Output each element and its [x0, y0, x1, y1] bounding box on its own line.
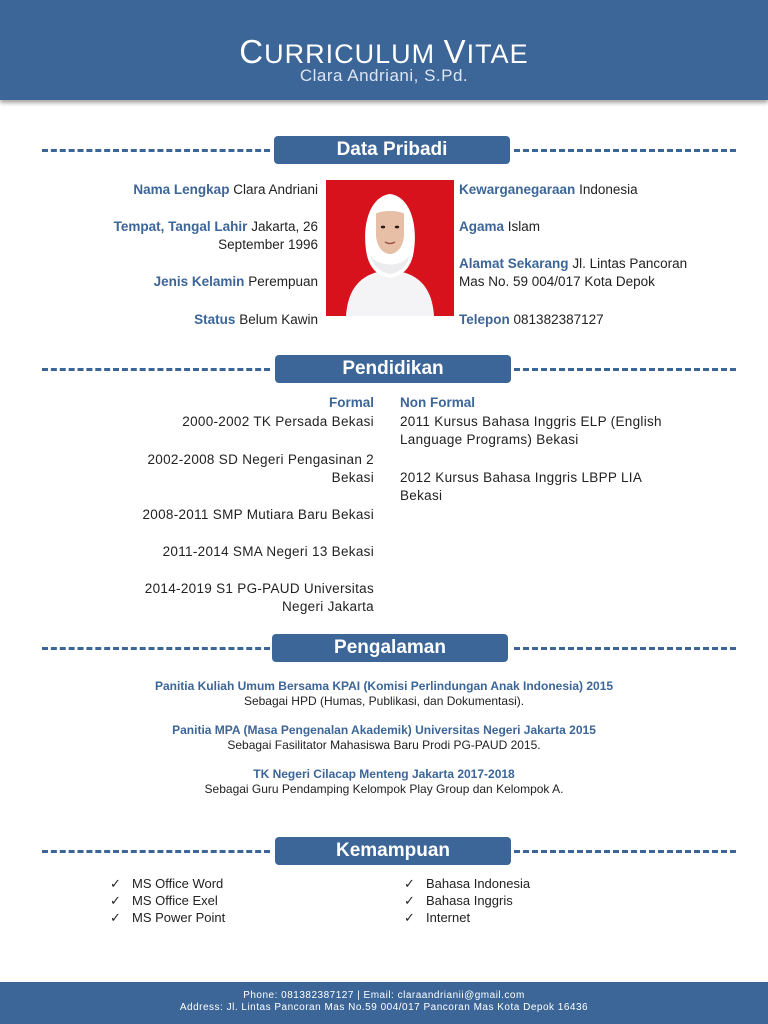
label-name: Nama Lengkap — [133, 182, 230, 197]
title-word-vitae: ITAE — [466, 39, 529, 69]
skill-item — [404, 892, 530, 909]
field-name — [40, 181, 318, 199]
value-address-2: Mas No. 59 004/017 Kota Depok — [459, 274, 655, 289]
education-line: Language Programs) Bekasi — [400, 432, 579, 447]
section-title-education: Pendidikan — [275, 355, 511, 383]
check-icon: ✓ — [110, 876, 121, 891]
education-formal-item — [60, 451, 374, 487]
divider-right — [514, 647, 736, 650]
education-formal-heading: Formal — [328, 395, 374, 410]
label-citizenship: Kewarganegaraan — [459, 182, 576, 197]
check-icon: ✓ — [404, 876, 415, 891]
skill-item — [110, 909, 225, 926]
education-line: 2008-2011 SMP Mutiara Baru Bekasi — [142, 507, 374, 522]
divider-left — [42, 647, 270, 650]
education-nonformal-item — [400, 469, 740, 505]
skills-left-list — [110, 875, 225, 926]
person-illustration — [326, 180, 454, 316]
education-formal-item — [60, 580, 374, 616]
label-address: Alamat Sekarang — [459, 256, 569, 271]
skill-label: MS Office Word — [132, 876, 224, 891]
check-icon: ✓ — [110, 910, 121, 925]
education-line: 2014-2019 S1 PG-PAUD Universitas — [144, 581, 374, 596]
experience-title: Panitia MPA (Masa Pengenalan Akademik) Universitas Negeri Jakarta 2015 — [172, 723, 596, 737]
value-address-1: Jl. Lintas Pancoran — [572, 256, 688, 271]
title-letter-v: V — [443, 33, 467, 70]
check-icon: ✓ — [404, 893, 415, 908]
section-title-personal: Data Pribadi — [274, 136, 510, 164]
skill-item — [404, 909, 530, 926]
value-birth-2: September 1996 — [218, 237, 318, 252]
section-personal — [42, 136, 736, 164]
field-address — [459, 255, 749, 291]
field-status — [40, 311, 318, 329]
education-formal-item — [60, 506, 374, 524]
experience-role: Sebagai Guru Pendamping Kelompok Play Group dan Kelompok A. — [204, 782, 564, 796]
education-formal-item — [60, 413, 374, 431]
skills-right-list — [404, 875, 530, 926]
value-gender: Perempuan — [248, 274, 318, 289]
footer-contact: Phone: 081382387127 | Email: claraandrianii@gmail.com — [243, 990, 525, 1001]
experience-role: Sebagai Fasilitator Mahasiswa Baru Prodi PG-PAUD 2015. — [227, 738, 541, 752]
skill-label: Bahasa Inggris — [426, 893, 513, 908]
divider-left — [42, 149, 270, 152]
value-status: Belum Kawin — [239, 312, 318, 327]
experience-item — [0, 723, 768, 753]
skill-label: MS Office Exel — [132, 893, 218, 908]
education-nonformal-heading: Non Formal — [400, 395, 476, 410]
skill-label: Bahasa Indonesia — [426, 876, 531, 891]
education-line: 2012 Kursus Bahasa Inggris LBPP LIA — [400, 470, 643, 485]
field-citizenship — [459, 181, 749, 199]
value-name: Clara Andriani — [233, 182, 318, 197]
field-gender — [40, 273, 318, 291]
check-icon: ✓ — [110, 893, 121, 908]
section-experience — [42, 634, 736, 662]
education-line: Negeri Jakarta — [282, 599, 374, 614]
footer-address: Address: Jl. Lintas Pancoran Mas No.59 004/017 Pancoran Mas Kota Depok 16436 — [179, 1002, 589, 1013]
experience-title: TK Negeri Cilacap Menteng Jakarta 2017-2018 — [253, 767, 515, 781]
candidate-name: Clara Andriani, S.Pd. — [299, 66, 469, 85]
label-phone: Telepon — [459, 312, 510, 327]
check-icon: ✓ — [404, 910, 415, 925]
education-line: 2002-2008 SD Negeri Pengasinan 2 — [147, 452, 374, 467]
skill-label: Internet — [426, 910, 471, 925]
section-title-skills: Kemampuan — [275, 837, 511, 865]
divider-left — [42, 850, 270, 853]
profile-photo — [326, 180, 454, 316]
value-birth-1: Jakarta, 26 — [251, 219, 318, 234]
field-phone — [459, 311, 749, 329]
skill-item — [404, 875, 530, 892]
skill-item — [110, 892, 225, 909]
education-line: 2011-2014 SMA Negeri 13 Bekasi — [162, 544, 374, 559]
education-line: 2011 Kursus Bahasa Inggris ELP (English — [400, 414, 662, 429]
section-title-experience: Pengalaman — [272, 634, 508, 662]
education-line: Bekasi — [331, 470, 374, 485]
label-birth: Tempat, Tangal Lahir — [113, 219, 248, 234]
experience-role: Sebagai HPD (Humas, Publikasi, dan Dokumentasi). — [243, 694, 525, 708]
section-education — [42, 355, 736, 383]
divider-right — [514, 850, 736, 853]
section-skills — [42, 837, 736, 865]
education-line: 2000-2002 TK Persada Bekasi — [182, 414, 374, 429]
footer-banner — [0, 982, 768, 1024]
value-citizenship: Indonesia — [579, 182, 638, 197]
label-religion: Agama — [459, 219, 505, 234]
education-nonformal-item — [400, 413, 740, 449]
divider-right — [514, 149, 736, 152]
value-phone: 081382387127 — [513, 312, 604, 327]
field-religion — [459, 218, 749, 236]
skill-label: MS Power Point — [132, 910, 226, 925]
divider-right — [514, 368, 736, 371]
label-gender: Jenis Kelamin — [153, 274, 245, 289]
experience-title: Panitia Kuliah Umum Bersama KPAI (Komisi Perlindungan Anak Indonesia) 2015 — [154, 679, 614, 693]
experience-item — [0, 679, 768, 709]
title-letter-c: C — [239, 33, 265, 70]
label-status: Status — [194, 312, 236, 327]
value-religion: Islam — [507, 219, 541, 234]
header-banner — [0, 0, 768, 100]
education-formal-item — [60, 543, 374, 561]
title-word-curriculum: URRICULUM — [264, 39, 444, 69]
skill-item — [110, 875, 225, 892]
field-birth — [40, 218, 318, 254]
education-line: Bekasi — [400, 488, 443, 503]
divider-left — [42, 368, 270, 371]
experience-item — [0, 767, 768, 797]
